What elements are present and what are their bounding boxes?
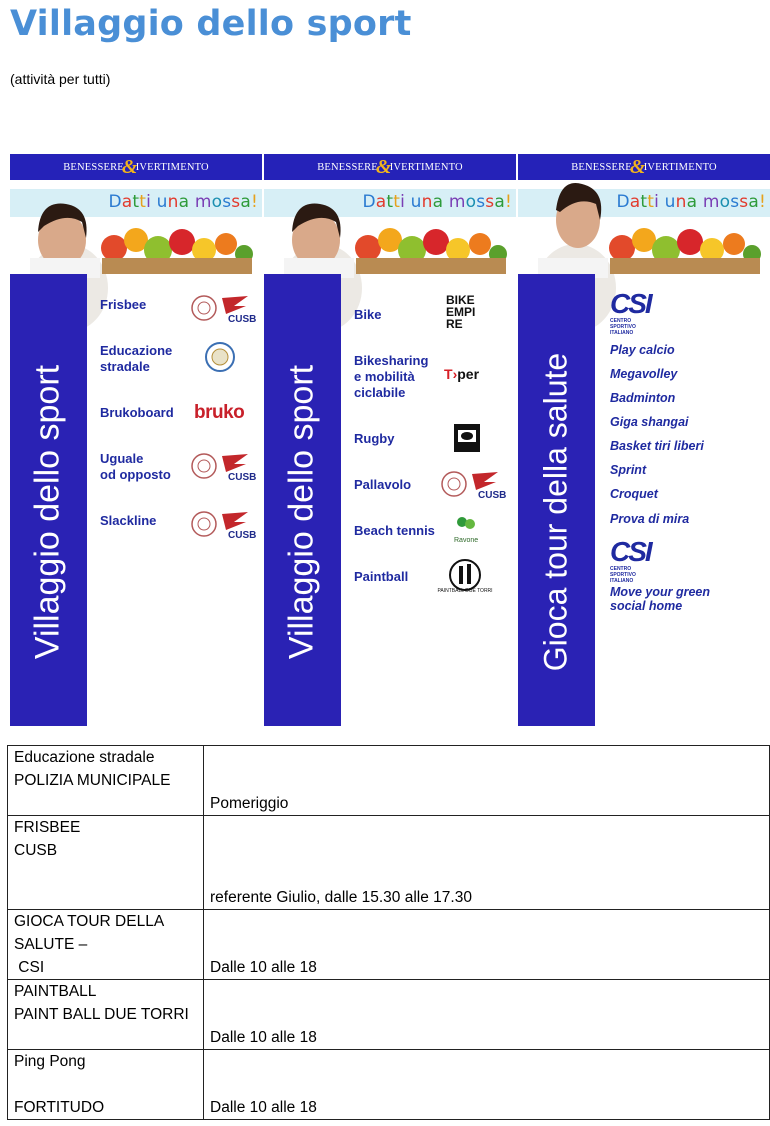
fruit-basket-icon [84, 210, 254, 274]
table-row [8, 1050, 770, 1120]
activity-brukoboard: Brukoboard [100, 405, 174, 420]
csi-item: Croquet [610, 487, 658, 501]
rugby-club-icon [452, 422, 482, 459]
table-cell-time: Dalle 10 alle 18 [204, 1050, 770, 1120]
table-cell-time: referente Giulio, dalle 15.30 alle 17.30 [204, 816, 770, 910]
table-cell-activity: PAINTBALL PAINT BALL DUE TORRI [8, 980, 204, 1050]
svg-text:CUSB: CUSB [478, 490, 507, 501]
cusb-logo-icon [190, 292, 257, 329]
cusb-logo-icon [440, 468, 507, 505]
csi-item: Play calcio [610, 343, 675, 357]
table-cell-time: Dalle 10 alle 18 [204, 980, 770, 1050]
csi-logo-icon: CSI CENTRO SPORTIVO ITALIANO [610, 288, 651, 336]
activity-frisbee: Frisbee [100, 297, 147, 312]
activity-beach-tennis: Beach tennis [354, 523, 435, 538]
activity-rugby: Rugby [354, 431, 395, 446]
poster-gioca-tour [518, 154, 770, 726]
poster-sidebar [264, 274, 341, 726]
csi-item: Sprint [610, 463, 647, 477]
table-row [8, 910, 770, 980]
paintball-due-torri-logo-icon [437, 556, 493, 599]
poster-header: BENESSERE & IVERTIMENTO [518, 154, 770, 180]
bike-empire-logo-icon: BIKE EMPI RE [446, 293, 476, 331]
svg-text:CUSB: CUSB [228, 472, 257, 483]
polizia-municipale-seal-icon [204, 340, 236, 379]
bruko-logo-icon: bruko [194, 402, 245, 423]
poster-slogan: Datti una mossa! [362, 192, 512, 212]
table-cell-activity: FRISBEE CUSB [8, 816, 204, 910]
fruit-basket-icon [592, 210, 762, 274]
csi-item: Badminton [610, 391, 676, 405]
page-subtitle: (attività per tutti) [10, 71, 111, 87]
cusb-logo-icon [190, 450, 257, 487]
csi-item-move-green: Move your green social home [610, 585, 711, 613]
poster-villaggio-1 [10, 154, 262, 726]
table-row [8, 816, 770, 910]
tper-logo-icon: T›per [444, 366, 480, 382]
activity-educazione-stradale: Educazione stradale [100, 343, 173, 374]
svg-text:CUSB: CUSB [228, 314, 257, 325]
poster-sidebar [518, 274, 595, 726]
fruit-basket-icon [338, 210, 508, 274]
csi-item: Basket tiri liberi [610, 439, 704, 453]
poster-header: BENESSERE & IVERTIMENTO [264, 154, 516, 180]
poster-header: BENESSERE & IVERTIMENTO [10, 154, 262, 180]
activity-uguale-od-opposto: Uguale od opposto [100, 451, 171, 482]
table-cell-activity: GIOCA TOUR DELLA SALUTE – CSI [8, 910, 204, 980]
activity-pallavolo: Pallavolo [354, 477, 412, 492]
poster-slogan: Datti una mossa! [616, 192, 766, 212]
table-row [8, 746, 770, 816]
ravone-logo-icon: Ravone [454, 514, 478, 544]
page-title: Villaggio dello sport [10, 4, 412, 44]
activity-paintball: Paintball [354, 569, 409, 584]
csi-item: Megavolley [610, 367, 678, 381]
table-cell-activity: Ping Pong FORTITUDO [8, 1050, 204, 1120]
table-cell-time: Dalle 10 alle 18 [204, 910, 770, 980]
poster-vertical-title: Gioca tour della salute [537, 352, 574, 672]
poster-slogan: Datti una mossa! [108, 192, 258, 212]
table-cell-activity: Educazione stradale POLIZIA MUNICIPALE [8, 746, 204, 816]
csi-item: Prova di mira [610, 512, 690, 526]
schedule-table [7, 745, 770, 1120]
table-cell-time: Pomeriggio [204, 746, 770, 816]
csi-item: Giga shangai [610, 415, 689, 429]
poster-sidebar [10, 274, 87, 726]
csi-logo-icon: CSI CENTRO SPORTIVO ITALIANO [610, 536, 651, 584]
svg-text:PAINTBALL DUE TORRI: PAINTBALL DUE TORRI [437, 588, 493, 594]
cusb-logo-icon [190, 508, 257, 545]
activity-bike: Bike [354, 307, 382, 322]
poster-villaggio-2 [264, 154, 516, 726]
poster-vertical-title: Villaggio dello sport [28, 364, 67, 660]
poster-vertical-title: Villaggio dello sport [282, 364, 321, 660]
activity-bikesharing: Bikesharing e mobilità ciclabile [354, 353, 429, 400]
table-row [8, 980, 770, 1050]
svg-text:CUSB: CUSB [228, 530, 257, 541]
activity-slackline: Slackline [100, 513, 157, 528]
